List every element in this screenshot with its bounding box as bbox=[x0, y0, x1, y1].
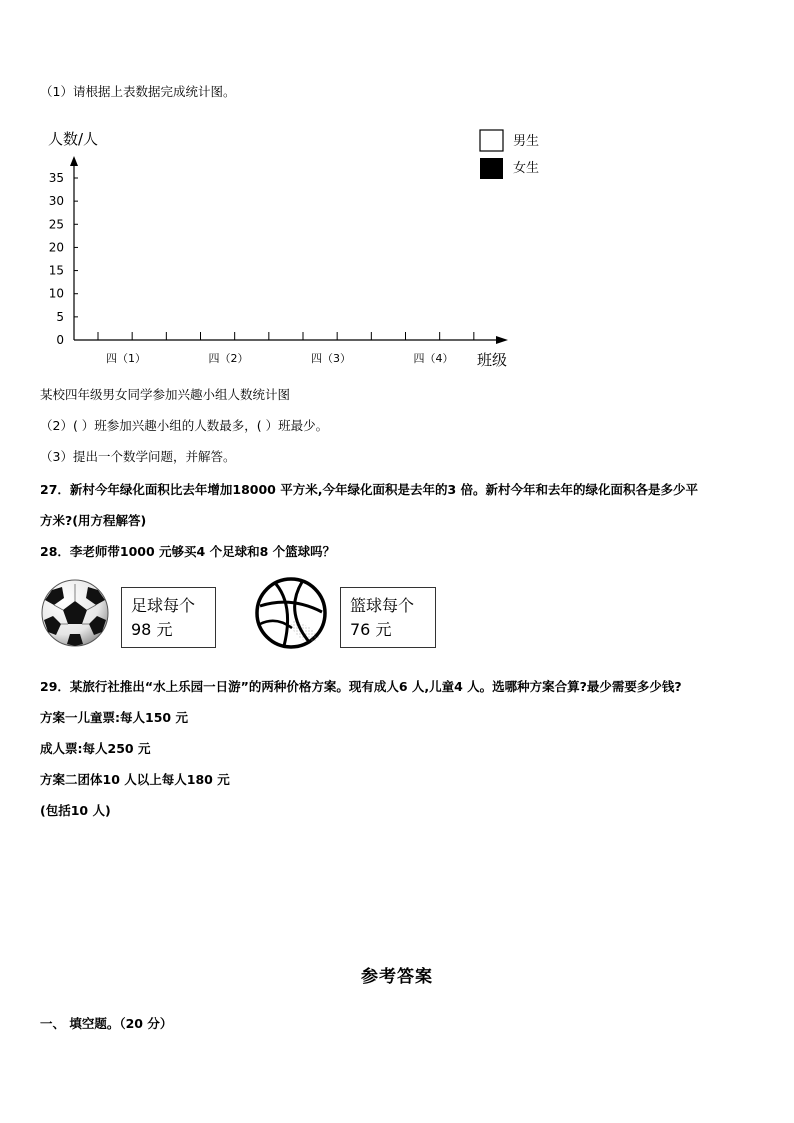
x-axis-arrow bbox=[496, 336, 508, 344]
legend-label-girls: 女生 bbox=[513, 161, 540, 176]
y-tick-label: 0 bbox=[56, 333, 64, 347]
soccer-price-label: 足球每个 bbox=[131, 596, 196, 615]
q29-line5: (包括10 人) bbox=[40, 803, 111, 818]
basketball-price-label: 篮球每个 bbox=[350, 596, 415, 615]
q27-line1: 27．新村今年绿化面积比去年增加18000 平方米,今年绿化面积是去年的3 倍。新村今年和去年的绿化面积各是多少平 bbox=[40, 482, 699, 497]
y-tick-label: 15 bbox=[48, 263, 64, 278]
legend-label-boys: 男生 bbox=[513, 134, 540, 149]
q26-part1: （1）请根据上表数据完成统计图。 bbox=[40, 84, 236, 99]
y-tick-label: 20 bbox=[48, 240, 64, 255]
chart-legend bbox=[480, 130, 539, 179]
x-category-label: 四（1） bbox=[106, 352, 146, 365]
q29-line3: 成人票:每人250 元 bbox=[40, 741, 151, 756]
q29-line1: 29．某旅行社推出“水上乐园一日游”的两种价格方案。现有成人6 人,儿童4 人。选哪种方案合算?最少需要多少钱? bbox=[40, 679, 682, 694]
y-tick-label: 25 bbox=[48, 217, 64, 232]
bar-chart bbox=[40, 120, 540, 375]
q26-part3: （3）提出一个数学问题，并解答。 bbox=[40, 449, 236, 464]
y-axis-label: 人数/人 bbox=[48, 130, 99, 148]
chart-caption: 某校四年级男女同学参加兴趣小组人数统计图 bbox=[40, 387, 291, 402]
x-axis-label: 班级 bbox=[477, 351, 508, 369]
q29-line2: 方案一儿童票:每人150 元 bbox=[40, 710, 188, 725]
q29-line4: 方案二团体10 人以上每人180 元 bbox=[40, 772, 230, 787]
legend-swatch-girls bbox=[480, 158, 503, 179]
soccer-ball-icon bbox=[40, 578, 110, 648]
answers-section1: 一、 填空题。（20 分） bbox=[40, 1016, 173, 1031]
soccer-price-card bbox=[121, 587, 216, 648]
basketball-price-value: 76 元 bbox=[350, 620, 392, 639]
legend-swatch-boys bbox=[480, 130, 503, 151]
y-tick-label: 30 bbox=[48, 194, 64, 209]
y-axis-arrow bbox=[70, 156, 78, 166]
x-category-label: 四（3） bbox=[311, 352, 351, 365]
soccer-price-value: 98 元 bbox=[131, 620, 173, 639]
q27-line2: 方米?(用方程解答) bbox=[40, 513, 147, 528]
y-tick-label: 35 bbox=[48, 171, 64, 185]
y-tick-label: 10 bbox=[48, 286, 64, 301]
x-category-label: 四（4） bbox=[413, 352, 454, 365]
y-tick-label: 5 bbox=[56, 309, 64, 324]
answers-title: 参考答案 bbox=[361, 967, 433, 987]
x-category-label: 四（2） bbox=[208, 352, 249, 365]
basketball-icon bbox=[254, 576, 328, 650]
q28-text: 28．李老师带1000 元够买4 个足球和8 个篮球吗？ bbox=[40, 544, 336, 559]
q26-part2: （2）( ）班参加兴趣小组的人数最多，( ）班最少。 bbox=[40, 418, 329, 433]
basketball-price-card bbox=[340, 587, 436, 648]
